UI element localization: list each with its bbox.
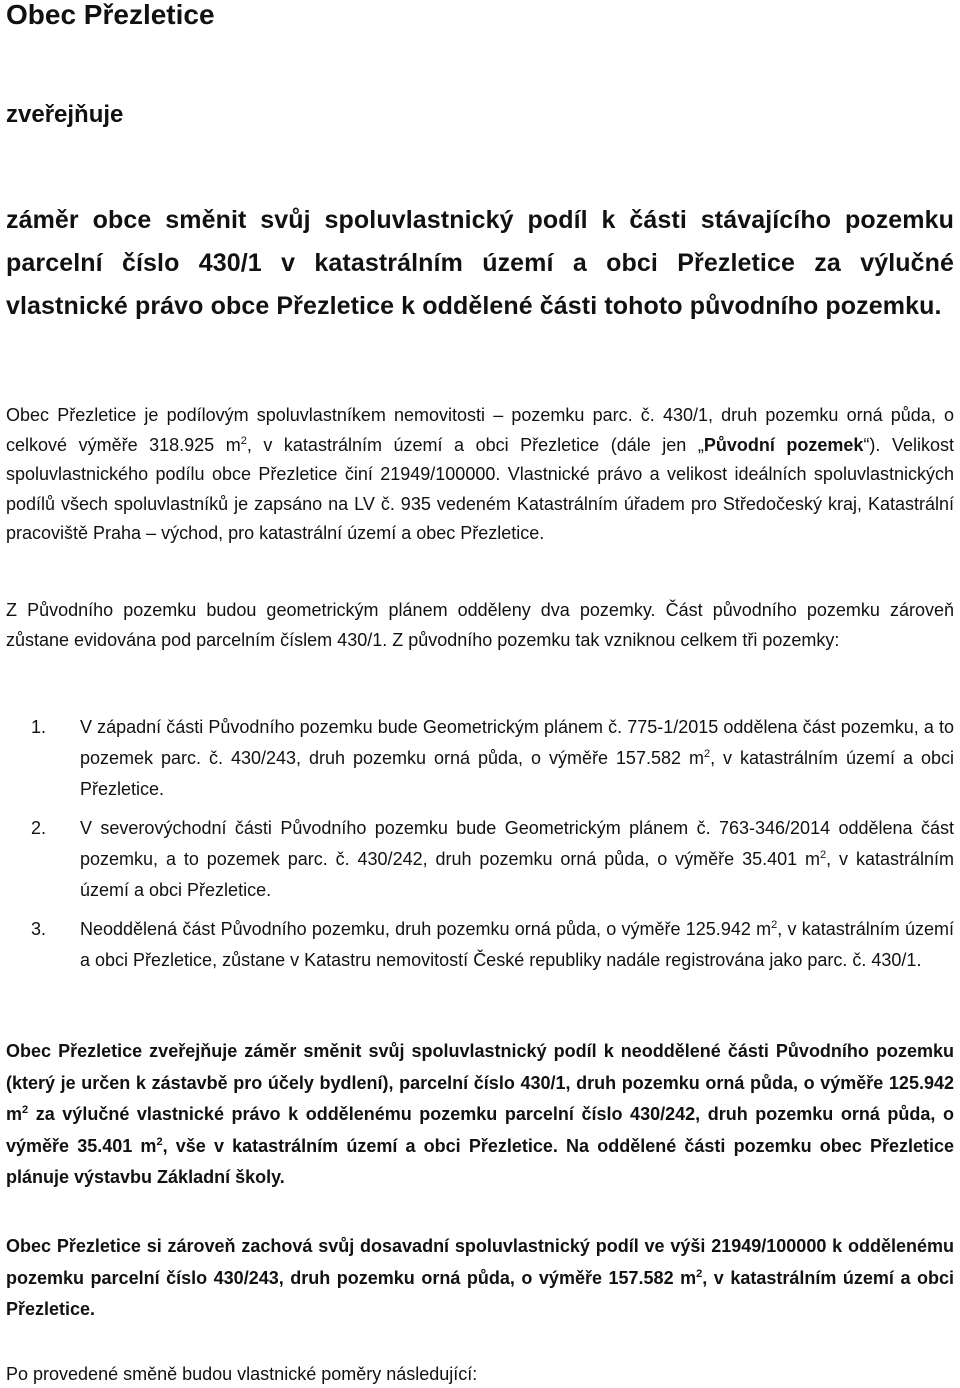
list-number: 1. (30, 717, 46, 737)
area-unit-superscript: 2 (703, 748, 711, 760)
exchange-text-b: za výlučné vlastnické právo k oddělenému pozemku parcelní číslo 430/242, druh pozemku orná půda, o výměře 35.401 m (6, 1104, 954, 1156)
para1-text-a: Obec Přezletice je podílovým spoluvlastníkem nemovitosti – pozemku parc. č. 430/1, druh pozemku orná půda, o celkové výměře 318.925 m (6, 405, 954, 455)
document-title: Obec Přezletice (6, 0, 215, 30)
retained-share-statement (6, 1231, 954, 1326)
parcel-list (6, 712, 954, 984)
list-item-text: V západní části Původního pozemku bude Geometrickým plánem č. 775-1/2015 oddělena část pozemku, a to pozemek parc. č. 430/243, druh pozemku orná půda, o výměře 157.582 m (80, 717, 954, 768)
list-item-text-end: , v katastrálním území a obci Přezletice, zůstane v Katastru nemovitostí České republiky nadále registrována jako parc. č. 430/1. (80, 919, 954, 970)
list-item-text: Neoddělená část Původního pozemku, druh pozemku orná půda, o výměře 125.942 m (80, 919, 772, 939)
area-unit-superscript: 2 (771, 919, 778, 931)
exchange-statement (6, 1036, 954, 1194)
para1-text-b: , v katastrálním území a obci Přezletice (dále jen „ (246, 434, 704, 455)
defined-term: Původní pozemek (703, 434, 864, 455)
list-item (6, 813, 954, 906)
list-item-text-end: , v katastrálním území a obci Přezletice. (80, 849, 954, 900)
list-number: 2. (30, 818, 46, 838)
list-number: 3. (30, 919, 46, 939)
area-unit-superscript: 2 (22, 1104, 29, 1116)
para1-text-c: “). Velikost spoluvlastnického podílu obce Přezletice činí 21949/100000. Vlastnické právo a velikost ideálních spoluvlastnických podílů všech spoluvlastníků je zapsáno na LV č. 935 vedeném Katastrálním úřadem pro Středočeský kraj, Katastrální pracoviště Praha – východ, pro katastrální území a obec Přezletice. (6, 434, 954, 543)
area-unit-superscript: 2 (696, 1267, 703, 1280)
area-unit-superscript: 2 (820, 849, 827, 861)
list-item-text-end: , v katastrálním území a obci Přezletice. (80, 748, 954, 799)
exchange-text-c: , vše v katastrálním území a obci Přezletice. Na oddělené části pozemku obec Přezletice plánuje výstavbu Základní školy. (6, 1135, 954, 1187)
retained-text-b: , v katastrálním území a obci Přezletice. (6, 1267, 955, 1319)
list-item (6, 914, 954, 976)
intent-heading: záměr obce směnit svůj spoluvlastnický podíl k části stávajícího pozemku parcelní číslo 430/1 v katastrálním území a obci Přezletice za výlučné vlastnické právo obce Přezletice k oddělené části tohoto původního pozemku. (6, 206, 954, 320)
area-unit-superscript: 2 (156, 1135, 163, 1148)
closing-line: Po provedené směně budou vlastnické poměry následující: (6, 1364, 478, 1384)
area-unit-superscript: 2 (240, 434, 247, 447)
document-subtitle: zveřejňuje (6, 101, 124, 128)
retained-text-a: Obec Přezletice si zároveň zachová svůj dosavadní spoluvlastnický podíl ve výši 21949/100000 k oddělenému pozemku parcelní číslo 430/243, druh pozemku orná půda, o výměře 157.582 m (6, 1236, 954, 1288)
split-paragraph: Z Původního pozemku budou geometrickým plánem odděleny dva pozemky. Část původního pozemku zároveň zůstane evidována pod parcelním číslem 430/1. Z původního pozemku tak vzniknou celkem tři pozemky: (6, 600, 954, 650)
list-item-text: V severovýchodní části Původního pozemku bude Geometrickým plánem č. 763-346/2014 oddělena část pozemku, a to pozemek parc. č. 430/242, druh pozemku orná půda, o výměře 35.401 m (80, 818, 954, 869)
ownership-paragraph (6, 401, 954, 549)
list-item (6, 712, 954, 805)
exchange-text-a: Obec Přezletice zveřejňuje záměr směnit svůj spoluvlastnický podíl k neoddělené části Původního pozemku (který je určen k zástavbě pro účely bydlení), parcelní číslo 430/1, druh pozemku orná půda, o výměře 125.942 m (6, 1041, 954, 1124)
